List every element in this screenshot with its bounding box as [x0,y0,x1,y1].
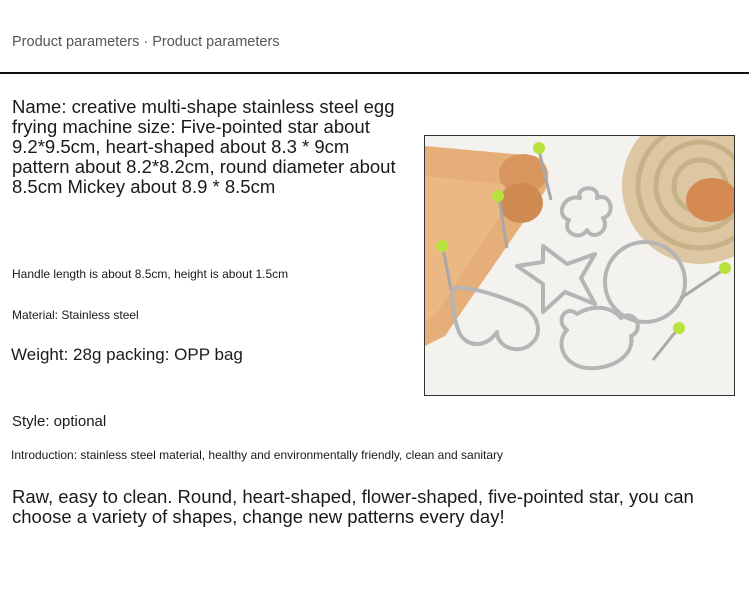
breadcrumb [12,34,280,50]
breadcrumb-item: Product parameters [152,34,280,50]
handle-ball [492,190,504,202]
breadcrumb-separator: · [143,34,149,50]
weight-packing-spec: Weight: 28g packing: OPP bag [11,345,243,364]
header-divider [0,72,749,74]
material-spec: Material: Stainless steel [12,308,139,322]
description-text: Raw, easy to clean. Round, heart-shaped, flower-shaped, five-pointed star, you can choose a variety of shapes, change new patterns every day! [12,486,694,527]
introduction-text: Introduction: stainless steel material, healthy and environmentally friendly, clean and sanitary [11,448,504,462]
product-photo [424,135,735,396]
handle-ball [436,240,448,252]
handle-spec: Handle length is about 8.5cm, height is about 1.5cm [12,267,289,281]
handle-ball [719,262,731,274]
breadcrumb-item: Product parameters [12,34,140,50]
style-spec: Style: optional [12,413,107,430]
egg [499,183,543,223]
handle-ball [533,142,545,154]
product-name-size: Name: creative multi-shape stainless steel egg frying machine size: Five-pointed star about 9.2*9.5cm, heart-shaped about 8.3 * 9cm pattern about 8.2*8.2cm, round diameter about 8.5cm Mickey about 8.9 * 8.5cm [12,96,396,197]
handle-ball [673,322,685,334]
